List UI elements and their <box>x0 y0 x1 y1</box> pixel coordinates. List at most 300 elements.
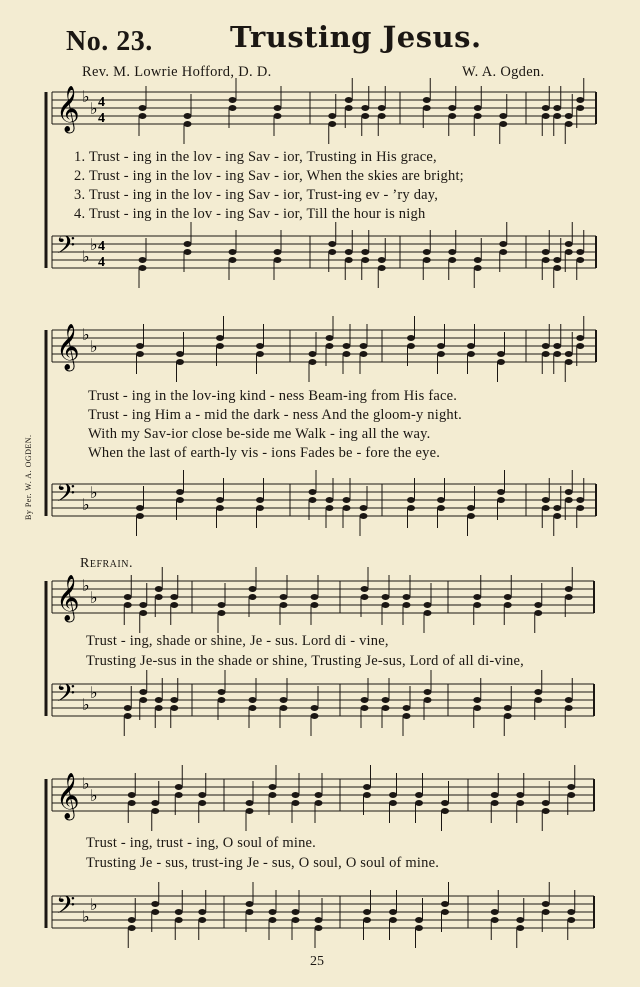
notehead <box>124 602 132 608</box>
refrain-line-1-melody: Trust - ing, shade or shine, Je - sus. Lord di - vine, <box>86 633 389 649</box>
notehead <box>363 792 371 798</box>
notehead <box>184 241 192 247</box>
flat-sign: ♭ <box>82 87 90 106</box>
notehead <box>363 784 371 790</box>
notehead <box>155 705 163 711</box>
notehead <box>216 343 224 349</box>
notehead <box>424 610 432 616</box>
notehead <box>448 257 456 263</box>
notehead <box>124 705 132 711</box>
notehead <box>437 505 445 511</box>
notehead <box>170 705 178 711</box>
notehead <box>151 808 159 814</box>
notehead <box>576 257 584 263</box>
notehead <box>229 105 237 111</box>
notehead <box>328 241 336 247</box>
notehead <box>216 505 224 511</box>
notehead <box>124 594 132 600</box>
notehead <box>474 265 482 271</box>
notehead <box>136 343 144 349</box>
notehead <box>249 697 257 703</box>
notehead <box>309 489 317 495</box>
flat-sign: ♭ <box>82 907 90 926</box>
refrain-line-1-echo: Trusting Je-sus in the shade or shine, Trusting Je-sus, Lord of all di-vine, <box>86 653 524 669</box>
notehead <box>309 359 317 365</box>
notehead <box>378 257 386 263</box>
notehead <box>542 901 550 907</box>
flat-sign: ♭ <box>82 695 90 714</box>
notehead <box>473 594 481 600</box>
notehead <box>491 909 499 915</box>
notehead <box>542 808 550 814</box>
notehead <box>326 343 334 349</box>
notehead <box>360 513 368 519</box>
flat-sign: ♭ <box>82 495 90 514</box>
notehead <box>363 909 371 915</box>
notehead <box>343 343 351 349</box>
notehead <box>139 257 147 263</box>
refrain-line-2-melody: Trust - ing, trust - ing, O soul of mine. <box>86 835 317 851</box>
notehead <box>516 925 524 931</box>
notehead <box>274 113 282 119</box>
notehead <box>256 505 264 511</box>
notehead <box>415 792 423 798</box>
notehead <box>361 705 369 711</box>
time-signature-top: 4 <box>98 239 105 254</box>
notehead <box>328 113 336 119</box>
verse-2-line-2: Trust - ing Him a - mid the dark - ness And the gloom-y night. <box>88 407 462 423</box>
notehead <box>345 249 353 255</box>
notehead <box>497 497 505 503</box>
bass-clef: 𝄢 <box>56 479 76 514</box>
notehead <box>474 105 482 111</box>
notehead <box>542 505 550 511</box>
notehead <box>176 489 184 495</box>
notehead <box>136 513 144 519</box>
notehead <box>491 800 499 806</box>
notehead <box>389 792 397 798</box>
notehead <box>441 800 449 806</box>
notehead <box>139 697 147 703</box>
notehead <box>343 497 351 503</box>
notehead <box>576 343 584 349</box>
notehead <box>516 800 524 806</box>
verse-4-line-2: When the last of earth-ly vis - ions Fades be - fore the eye. <box>88 445 441 461</box>
notehead <box>198 917 206 923</box>
notehead <box>403 713 411 719</box>
notehead <box>315 925 323 931</box>
notehead <box>553 505 561 511</box>
notehead <box>274 105 282 111</box>
notehead <box>151 901 159 907</box>
composer-credit: W. A. Ogden. <box>462 64 545 80</box>
flat-sign: ♭ <box>82 576 90 595</box>
notehead <box>184 113 192 119</box>
notehead <box>553 105 561 111</box>
flat-sign: ♭ <box>82 774 90 793</box>
lyricist-credit: Rev. M. Lowrie Hofford, D. D. <box>82 64 272 80</box>
notehead <box>311 602 319 608</box>
verse-4-line-1: 4. Trust - ing in the lov - ing Sav - ior, Till the hour is nigh <box>74 206 426 222</box>
verse-3-line-2: With my Sav-ior close be-side me Walk - ing all the way. <box>88 426 431 442</box>
notehead <box>176 359 184 365</box>
notehead <box>249 586 257 592</box>
notehead <box>542 351 550 357</box>
notehead <box>467 505 475 511</box>
notehead <box>424 602 432 608</box>
notehead <box>553 343 561 349</box>
notehead <box>504 602 512 608</box>
verse-1-line-1: 1. Trust - ing in the lov - ing Sav - ior, Trusting in His grace, <box>74 149 437 165</box>
notehead <box>280 602 288 608</box>
notehead <box>136 505 144 511</box>
treble-clef: 𝄞 <box>56 86 80 132</box>
notehead <box>155 586 163 592</box>
notehead <box>576 249 584 255</box>
notehead <box>542 249 550 255</box>
notehead <box>423 97 431 103</box>
notehead <box>565 586 573 592</box>
notehead <box>274 257 282 263</box>
notehead <box>407 343 415 349</box>
notehead <box>415 800 423 806</box>
notehead <box>246 800 254 806</box>
notehead <box>516 792 524 798</box>
notehead <box>378 265 386 271</box>
notehead <box>269 784 277 790</box>
notehead <box>292 917 300 923</box>
notehead <box>256 351 264 357</box>
notehead <box>256 343 264 349</box>
notehead <box>448 105 456 111</box>
notehead <box>269 909 277 915</box>
notehead <box>437 343 445 349</box>
flat-sign: ♭ <box>90 337 98 356</box>
notehead <box>292 792 300 798</box>
notehead <box>467 343 475 349</box>
notehead <box>565 497 573 503</box>
notehead <box>499 241 507 247</box>
notehead <box>576 97 584 103</box>
bass-clef: 𝄢 <box>56 679 76 714</box>
notehead <box>176 497 184 503</box>
notehead <box>504 594 512 600</box>
time-signature-bottom: 4 <box>98 255 105 270</box>
notehead <box>534 697 542 703</box>
notehead <box>382 697 390 703</box>
notehead <box>467 513 475 519</box>
bass-clef: 𝄢 <box>56 231 76 266</box>
flat-sign: ♭ <box>90 683 98 702</box>
notehead <box>497 351 505 357</box>
notehead <box>361 113 369 119</box>
notehead <box>473 705 481 711</box>
notehead <box>343 351 351 357</box>
notehead <box>437 351 445 357</box>
notehead <box>491 917 499 923</box>
notehead <box>576 505 584 511</box>
notehead <box>565 351 573 357</box>
notehead <box>576 335 584 341</box>
bass-clef: 𝄢 <box>56 891 76 926</box>
notehead <box>403 594 411 600</box>
notehead <box>128 917 136 923</box>
page-number: 25 <box>310 954 324 969</box>
notehead <box>565 113 573 119</box>
notehead <box>274 249 282 255</box>
notehead <box>360 343 368 349</box>
notehead <box>269 917 277 923</box>
notehead <box>343 505 351 511</box>
notehead <box>437 497 445 503</box>
notehead <box>315 792 323 798</box>
verse-3-line-1: 3. Trust - ing in the lov - ing Sav - ior, Trust-ing ev - ’ry day, <box>74 187 439 203</box>
notehead <box>139 113 147 119</box>
verse-2-line-1: 2. Trust - ing in the lov - ing Sav - ior, When the skies are bright; <box>74 168 464 184</box>
verse-1-line-2: Trust - ing in the lov-ing kind - ness Beam-ing from His face. <box>88 388 458 404</box>
notehead <box>170 602 178 608</box>
notehead <box>198 792 206 798</box>
notehead <box>407 335 415 341</box>
notehead <box>378 105 386 111</box>
notehead <box>292 909 300 915</box>
flat-sign: ♭ <box>90 235 98 254</box>
notehead <box>218 602 226 608</box>
notehead <box>315 800 323 806</box>
notehead <box>311 705 319 711</box>
notehead <box>491 792 499 798</box>
notehead <box>229 249 237 255</box>
notehead <box>175 909 183 915</box>
notehead <box>542 800 550 806</box>
notehead <box>139 265 147 271</box>
notehead <box>565 594 573 600</box>
notehead <box>378 113 386 119</box>
notehead <box>315 917 323 923</box>
notehead <box>128 925 136 931</box>
notehead <box>360 505 368 511</box>
notehead <box>415 917 423 923</box>
hymn-number: No. 23. <box>66 26 153 57</box>
notehead <box>139 610 147 616</box>
notehead <box>280 697 288 703</box>
notehead <box>441 808 449 814</box>
flat-sign: ♭ <box>90 786 98 805</box>
notehead <box>328 249 336 255</box>
notehead <box>534 689 542 695</box>
flat-sign: ♭ <box>90 588 98 607</box>
notehead <box>565 697 573 703</box>
notehead <box>542 497 550 503</box>
notehead <box>504 705 512 711</box>
notehead <box>499 249 507 255</box>
treble-clef: 𝄞 <box>56 575 80 621</box>
notehead <box>473 697 481 703</box>
notehead <box>361 594 369 600</box>
notehead <box>499 121 507 127</box>
notehead <box>218 610 226 616</box>
notehead <box>361 249 369 255</box>
notehead <box>403 602 411 608</box>
flat-sign: ♭ <box>90 99 98 118</box>
notehead <box>136 351 144 357</box>
notehead <box>139 689 147 695</box>
notehead <box>269 792 277 798</box>
notehead <box>389 917 397 923</box>
notehead <box>567 792 575 798</box>
flat-sign: ♭ <box>90 895 98 914</box>
notehead <box>565 121 573 127</box>
notehead <box>345 257 353 263</box>
notehead <box>218 697 226 703</box>
notehead <box>311 713 319 719</box>
notehead <box>280 594 288 600</box>
treble-clef: 𝄞 <box>56 773 80 819</box>
notehead <box>565 241 573 247</box>
notehead <box>415 925 423 931</box>
notehead <box>576 105 584 111</box>
notehead <box>361 257 369 263</box>
notehead <box>139 105 147 111</box>
hymn-title: Trusting Jesus. <box>230 20 482 54</box>
notehead <box>128 800 136 806</box>
notehead <box>474 113 482 119</box>
notehead <box>229 97 237 103</box>
notehead <box>155 594 163 600</box>
notehead <box>249 594 257 600</box>
notehead <box>249 705 257 711</box>
notehead <box>175 917 183 923</box>
notehead <box>361 586 369 592</box>
notehead <box>216 497 224 503</box>
notehead <box>361 697 369 703</box>
refrain-label: Refrain. <box>80 556 133 571</box>
notehead <box>309 351 317 357</box>
notehead <box>424 689 432 695</box>
notehead <box>567 784 575 790</box>
notehead <box>407 497 415 503</box>
notehead <box>504 713 512 719</box>
notehead <box>565 249 573 255</box>
notehead <box>229 257 237 263</box>
notehead <box>389 800 397 806</box>
notehead <box>565 359 573 365</box>
notehead <box>567 917 575 923</box>
notehead <box>542 909 550 915</box>
notehead <box>139 602 147 608</box>
notehead <box>326 497 334 503</box>
notehead <box>565 705 573 711</box>
notehead <box>326 335 334 341</box>
notehead <box>345 97 353 103</box>
notehead <box>151 909 159 915</box>
notehead <box>292 800 300 806</box>
notehead <box>170 594 178 600</box>
notehead <box>246 901 254 907</box>
notehead <box>424 697 432 703</box>
notehead <box>256 497 264 503</box>
notehead <box>184 121 192 127</box>
time-signature-bottom: 4 <box>98 111 105 126</box>
refrain-line-2-echo: Trusting Je - sus, trust-ing Je - sus, O soul, O soul of mine. <box>86 855 440 871</box>
notehead <box>499 113 507 119</box>
notehead <box>407 505 415 511</box>
flat-sign: ♭ <box>90 483 98 502</box>
notehead <box>360 351 368 357</box>
notehead <box>474 257 482 263</box>
treble-clef: 𝄞 <box>56 324 80 370</box>
notehead <box>176 351 184 357</box>
notehead <box>534 602 542 608</box>
notehead <box>128 792 136 798</box>
notehead <box>151 800 159 806</box>
time-signature-top: 4 <box>98 95 105 110</box>
notehead <box>553 351 561 357</box>
notehead <box>198 909 206 915</box>
notehead <box>361 105 369 111</box>
notehead <box>423 257 431 263</box>
notehead <box>246 808 254 814</box>
notehead <box>553 113 561 119</box>
notehead <box>403 705 411 711</box>
notehead <box>473 602 481 608</box>
notehead <box>280 705 288 711</box>
notehead <box>309 497 317 503</box>
notehead <box>184 249 192 255</box>
notehead <box>448 249 456 255</box>
notehead <box>542 105 550 111</box>
notehead <box>155 697 163 703</box>
notehead <box>382 602 390 608</box>
notehead <box>246 909 254 915</box>
notehead <box>516 917 524 923</box>
notehead <box>216 335 224 341</box>
notehead <box>326 505 334 511</box>
notehead <box>175 784 183 790</box>
notehead <box>218 689 226 695</box>
flat-sign: ♭ <box>82 247 90 266</box>
notehead <box>423 105 431 111</box>
notehead <box>467 351 475 357</box>
notehead <box>567 909 575 915</box>
notehead <box>576 497 584 503</box>
notehead <box>553 265 561 271</box>
copyright-credit: By Per. W. A. OGDEN. <box>24 434 33 520</box>
notehead <box>170 697 178 703</box>
notehead <box>553 257 561 263</box>
notehead <box>565 489 573 495</box>
notehead <box>382 594 390 600</box>
notehead <box>542 113 550 119</box>
notehead <box>497 489 505 495</box>
notehead <box>198 800 206 806</box>
notehead <box>175 792 183 798</box>
notehead <box>542 343 550 349</box>
notehead <box>382 705 390 711</box>
notehead <box>553 513 561 519</box>
notehead <box>534 610 542 616</box>
notehead <box>542 257 550 263</box>
notehead <box>124 713 132 719</box>
notehead <box>345 105 353 111</box>
notehead <box>448 113 456 119</box>
notehead <box>328 121 336 127</box>
notehead <box>441 901 449 907</box>
notehead <box>497 359 505 365</box>
notehead <box>423 249 431 255</box>
notehead <box>311 594 319 600</box>
notehead <box>389 909 397 915</box>
